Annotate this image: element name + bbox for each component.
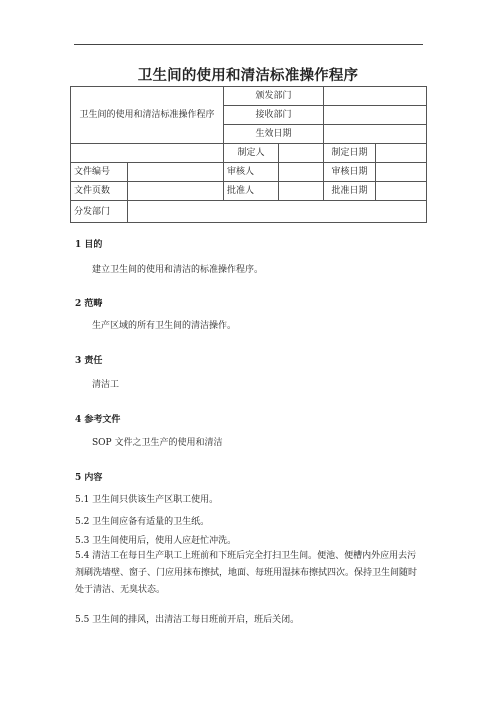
- effective-date-label: 生效日期: [224, 125, 324, 144]
- approver-label: 批准人: [224, 182, 279, 201]
- responsibility-text: 清洁工: [92, 380, 120, 390]
- blank-cell: [71, 144, 224, 163]
- preparer-label: 制定人: [224, 144, 279, 163]
- content-item-5-5: 5.5 卫生间的排风，出清洁工每日班前开启，班后关闭。: [75, 615, 300, 625]
- document-info-table: [70, 86, 427, 223]
- content-item-5-4: 5.4 清洁工在每日生产职工上班前和下班后完全打扫卫生间。便池、便槽内外应用去污剂刷洗墙壁、窗子、门应用抹布擦拭，地面、每班用湿抹布擦拭四次。保持卫生间随时处于清洁、无臭状态。: [75, 551, 418, 595]
- issue-dept-value: [324, 87, 427, 106]
- reviewer-label: 审核人: [224, 163, 279, 182]
- document-title: 卫生间的使用和清洁标准操作程序: [137, 68, 359, 84]
- review-date-label: 审核日期: [324, 163, 376, 182]
- preparer-value: [279, 144, 324, 163]
- doc-number-value: [128, 163, 224, 182]
- document-name-cell: 卫生间的使用和清洁标准操作程序: [71, 87, 224, 144]
- prepare-date-value: [376, 144, 427, 163]
- doc-number-label: 文件编号: [71, 163, 128, 182]
- content-item-5-2: 5.2 卫生间应备有适量的卫生纸。: [75, 517, 210, 527]
- effective-date-value: [324, 125, 427, 144]
- responsibility-heading: 3 责任: [75, 356, 103, 366]
- issue-dept-label: 颁发部门: [224, 87, 324, 106]
- content-heading: 5 内容: [75, 473, 103, 483]
- doc-pages-label: 文件页数: [71, 182, 128, 201]
- purpose-heading: 1 目的: [75, 240, 103, 250]
- references-heading: 4 参考文件: [75, 415, 121, 425]
- approve-date-label: 批准日期: [324, 182, 376, 201]
- distribution-dept-value: [128, 201, 427, 223]
- purpose-text: 建立卫生间的使用和清洁的标准操作程序。: [92, 265, 264, 275]
- doc-pages-value: [128, 182, 224, 201]
- receive-dept-value: [324, 106, 427, 125]
- receive-dept-label: 接收部门: [224, 106, 324, 125]
- scope-text: 生产区域的所有卫生间的清洁操作。: [92, 321, 237, 331]
- distribution-dept-label: 分发部门: [71, 201, 128, 223]
- references-text: SOP 文件之卫生产的使用和清洁: [92, 438, 223, 448]
- content-item-5-3: 5.3 卫生间使用后，使用人应赶忙冲洗。: [75, 536, 237, 546]
- header-rule: [74, 44, 423, 45]
- approve-date-value: [376, 182, 427, 201]
- prepare-date-label: 制定日期: [324, 144, 376, 163]
- scope-heading: 2 范畴: [75, 299, 103, 309]
- content-item-5-1: 5.1 卫生间只供该生产区职工使用。: [75, 495, 219, 505]
- reviewer-value: [279, 163, 324, 182]
- review-date-value: [376, 163, 427, 182]
- approver-value: [279, 182, 324, 201]
